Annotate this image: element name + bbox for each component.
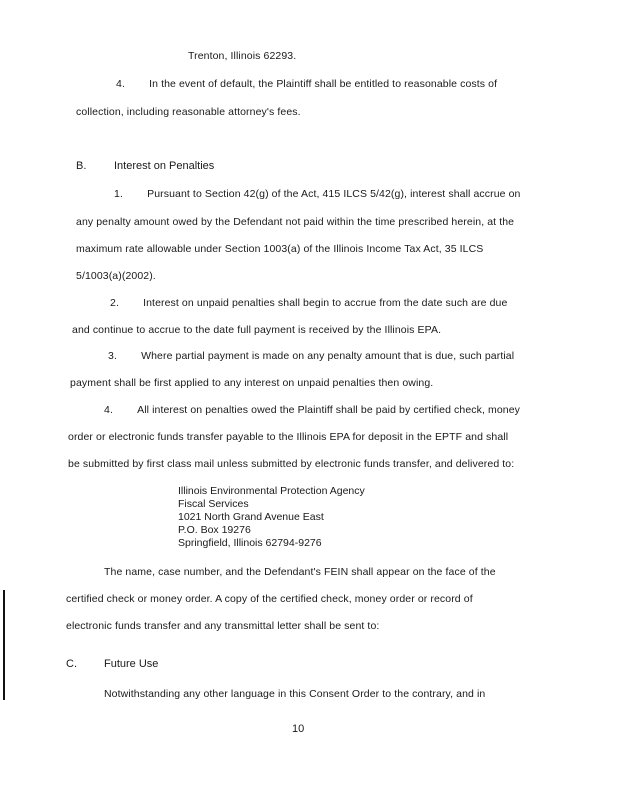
b-paragraph-1-line-1: 1. Pursuant to Section 42(g) of the Act, 415 ILCS 5/42(g), interest shall accrue on bbox=[114, 188, 521, 200]
address-line: Springfield, Illinois 62794-9276 bbox=[178, 537, 322, 549]
page-number: 10 bbox=[292, 723, 305, 735]
section-b-title: Interest on Penalties bbox=[114, 160, 215, 172]
b-paragraph-3-line-1: 3. Where partial payment is made on any penalty amount that is due, such partial bbox=[108, 350, 515, 362]
b-paragraph-5-line-1: The name, case number, and the Defendant's FEIN shall appear on the face of the bbox=[104, 566, 496, 578]
address-continuation: Trenton, Illinois 62293. bbox=[188, 50, 297, 62]
address-line: Fiscal Services bbox=[178, 498, 249, 510]
b-paragraph-5-line-3: electronic funds transfer and any transmittal letter shall be sent to: bbox=[66, 620, 380, 632]
section-c-number: C. bbox=[66, 658, 77, 670]
margin-revision-bar bbox=[3, 590, 5, 700]
c-paragraph-1-line-1: Notwithstanding any other language in this Consent Order to the contrary, and in bbox=[104, 688, 486, 700]
b-paragraph-5-line-2: certified check or money order. A copy of the certified check, money order or record of bbox=[66, 593, 473, 605]
b-paragraph-2-line-2: and continue to accrue to the date full payment is received by the Illinois EPA. bbox=[72, 324, 442, 336]
b-paragraph-3-line-2: payment shall be first applied to any interest on unpaid penalties then owing. bbox=[70, 377, 434, 389]
address-line: 1021 North Grand Avenue East bbox=[178, 511, 324, 523]
b-paragraph-4-line-1: 4. All interest on penalties owed the Plaintiff shall be paid by certified check, money bbox=[104, 404, 521, 416]
b-paragraph-1-line-3: maximum rate allowable under Section 1003(a) of the Illinois Income Tax Act, 35 ILCS bbox=[76, 243, 484, 255]
paragraph-4-line-1: 4. In the event of default, the Plaintiff shall be entitled to reasonable costs of bbox=[116, 78, 498, 90]
b-paragraph-1-line-4: 5/1003(a)(2002). bbox=[76, 270, 156, 282]
b-paragraph-4-line-2: order or electronic funds transfer payable to the Illinois EPA for deposit in the EPTF and shall bbox=[68, 431, 509, 443]
address-line: Illinois Environmental Protection Agency bbox=[178, 485, 365, 497]
section-b-number: B. bbox=[76, 160, 87, 172]
section-c-title: Future Use bbox=[104, 658, 159, 670]
paragraph-4-line-2: collection, including reasonable attorney's fees. bbox=[76, 106, 301, 118]
b-paragraph-2-line-1: 2. Interest on unpaid penalties shall begin to accrue from the date such are due bbox=[110, 297, 508, 309]
b-paragraph-1-line-2: any penalty amount owed by the Defendant not paid within the time prescribed herein, at the bbox=[76, 216, 515, 228]
b-paragraph-4-line-3: be submitted by first class mail unless submitted by electronic funds transfer, and delivered to: bbox=[68, 458, 515, 470]
address-line: P.O. Box 19276 bbox=[178, 524, 251, 536]
